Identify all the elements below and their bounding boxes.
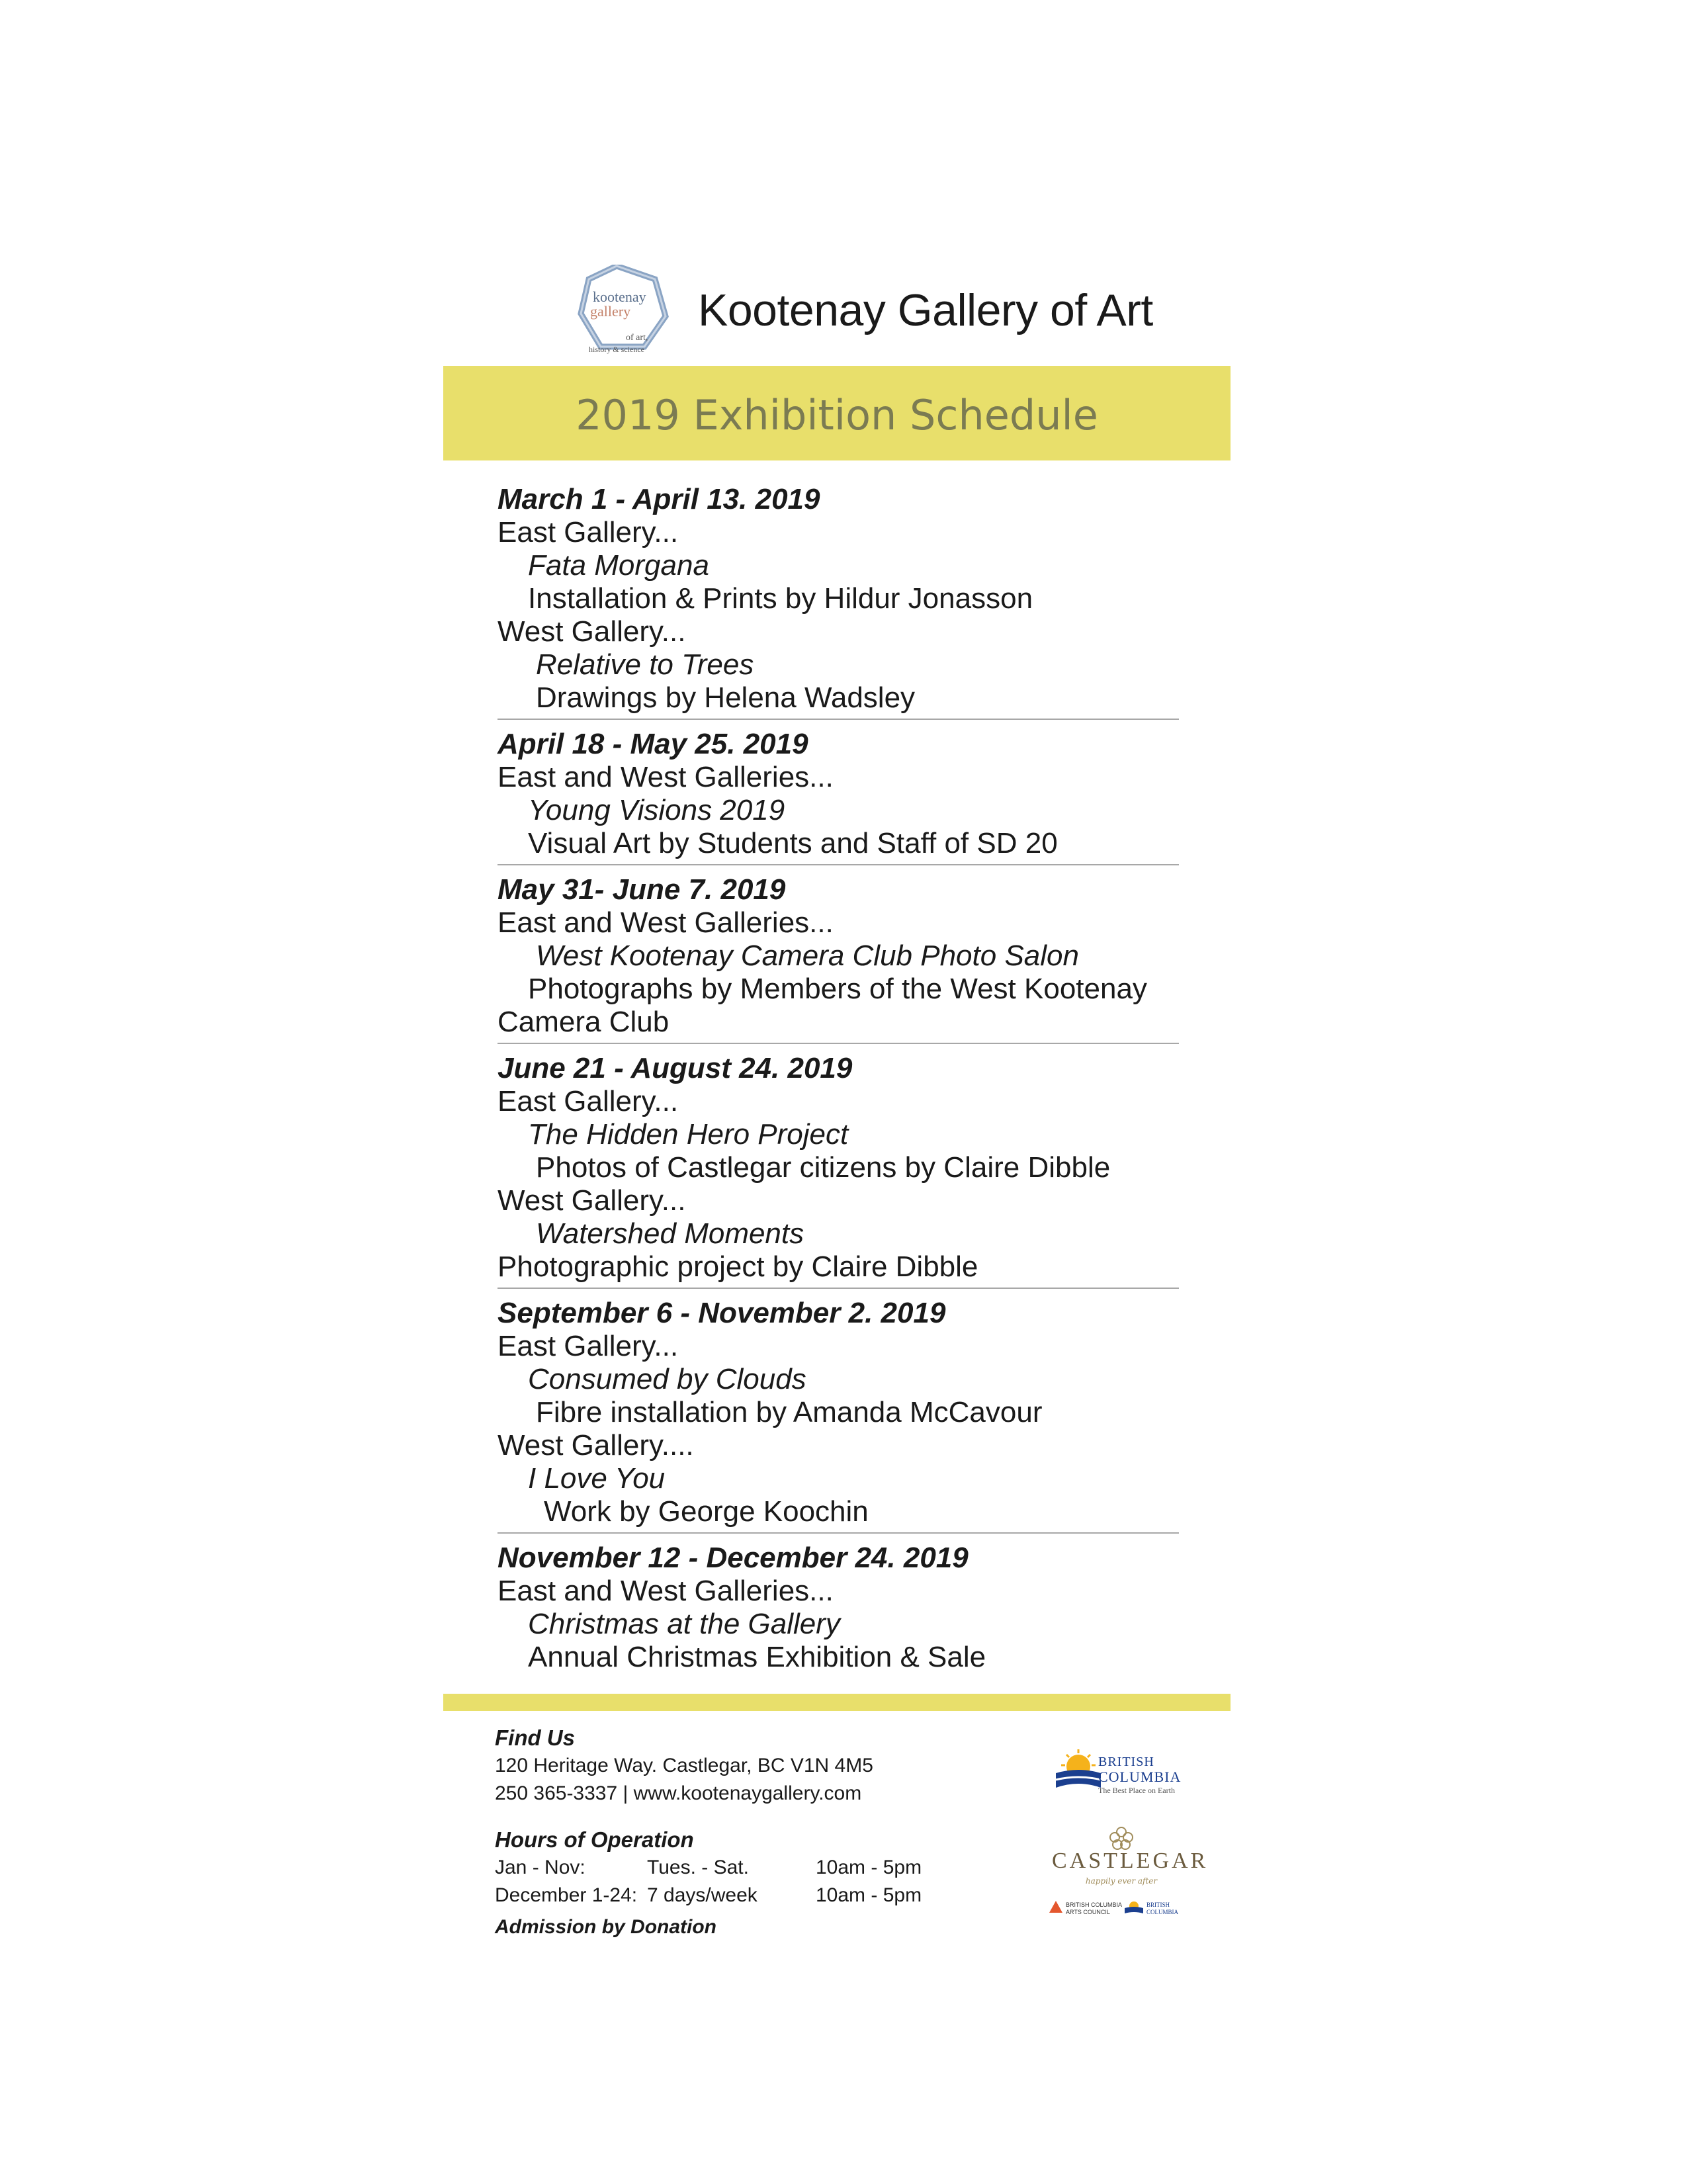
exhibition-title: I Love You <box>528 1462 666 1495</box>
exhibition-detail: Photographic project by Claire Dibble <box>497 1250 978 1283</box>
bc-small-text <box>1146 1901 1178 1916</box>
arts-council-line2: ARTS COUNCIL <box>1066 1909 1110 1915</box>
schedule-banner <box>443 366 1231 460</box>
arts-council-text <box>1066 1901 1122 1916</box>
exhibition-block <box>497 1297 1179 1534</box>
exhibition-title: Watershed Moments <box>536 1217 804 1250</box>
exhibition-title: Young Visions 2019 <box>528 794 785 826</box>
hours-days: 7 days/week <box>647 1884 757 1906</box>
flower-icon <box>1108 1826 1135 1850</box>
bc-line2: COLUMBIA <box>1098 1769 1182 1785</box>
exhibition-detail: Photos of Castlegar citizens by Claire Dibble <box>536 1151 1111 1184</box>
kootenay-gallery-logo <box>576 265 675 364</box>
exhibition-detail: East and West Galleries... <box>497 761 834 793</box>
exhibition-detail: Photographs by Members of the West Kootenay <box>528 973 1147 1005</box>
exhibition-block <box>497 1052 1179 1289</box>
exhibition-dates: March 1 - April 13. 2019 <box>497 483 820 515</box>
bc-small-icon <box>1124 1900 1144 1915</box>
exhibition-title: West Kootenay Camera Club Photo Salon <box>536 939 1079 972</box>
exhibition-detail: Installation & Prints by Hildur Jonasson <box>528 582 1033 615</box>
exhibition-detail: East and West Galleries... <box>497 906 834 939</box>
find-us-heading: Find Us <box>495 1725 575 1750</box>
bottom-accent-bar <box>443 1694 1231 1711</box>
exhibition-detail: East and West Galleries... <box>497 1575 834 1607</box>
exhibition-dates: May 31- June 7. 2019 <box>497 873 786 906</box>
exhibition-title: Relative to Trees <box>536 648 754 681</box>
arts-council-line1: BRITISH COLUMBIA <box>1066 1901 1123 1908</box>
footer-info <box>495 1724 1037 1941</box>
exhibition-block <box>497 483 1179 720</box>
admission-note: Admission by Donation <box>495 1916 717 1938</box>
logo-word-kootenay: kootenay <box>593 288 646 305</box>
hours-row <box>495 1882 1037 1909</box>
banner-title: 2019 Exhibition Schedule <box>576 391 1098 439</box>
logo-word-gallery: gallery <box>590 303 631 320</box>
exhibition-detail: Annual Christmas Exhibition & Sale <box>528 1641 986 1673</box>
exhibition-block <box>497 728 1179 865</box>
hours-time: 10am - 5pm <box>816 1856 922 1878</box>
gallery-title: Kootenay Gallery of Art <box>698 285 1153 335</box>
exhibition-detail: West Gallery.... <box>497 1429 694 1462</box>
bc-small-line2: COLUMBIA <box>1146 1909 1179 1915</box>
logo-word-history-science: history & science <box>589 345 644 354</box>
exhibition-detail: West Gallery... <box>497 615 686 648</box>
exhibition-detail: West Gallery... <box>497 1184 686 1217</box>
castlegar-logo <box>1052 1826 1209 1892</box>
bc-small-line1: BRITISH <box>1146 1901 1170 1908</box>
bc-tagline: The Best Place on Earth <box>1098 1786 1175 1795</box>
hours-time: 10am - 5pm <box>816 1884 922 1906</box>
exhibition-dates: April 18 - May 25. 2019 <box>497 728 808 760</box>
hours-row <box>495 1854 1037 1882</box>
exhibition-title: Christmas at the Gallery <box>528 1608 840 1640</box>
arts-council-icon <box>1049 1900 1063 1915</box>
castlegar-tagline: happily ever after <box>1085 1876 1158 1886</box>
hours-period: Jan - Nov: <box>495 1856 585 1878</box>
exhibition-title: Fata Morgana <box>528 549 709 582</box>
exhibition-detail: East Gallery... <box>497 1330 679 1362</box>
arts-council-logos <box>1049 1899 1191 1925</box>
exhibition-detail: Drawings by Helena Wadsley <box>536 681 916 714</box>
bc-logo-text <box>1098 1755 1181 1796</box>
exhibition-block <box>497 1542 1179 1678</box>
exhibition-detail: Fibre installation by Amanda McCavour <box>536 1396 1043 1428</box>
hours-heading: Hours of Operation <box>495 1827 694 1852</box>
exhibition-dates: June 21 - August 24. 2019 <box>497 1052 853 1084</box>
hours-period: December 1-24: <box>495 1884 638 1906</box>
castlegar-name: CASTLEGAR <box>1052 1849 1209 1873</box>
hours-days: Tues. - Sat. <box>647 1856 749 1878</box>
exhibition-detail: Camera Club <box>497 1006 670 1038</box>
exhibition-detail: Work by George Koochin <box>544 1495 869 1528</box>
logo-word-of-art: of art, <box>626 333 648 343</box>
exhibition-schedule <box>497 483 1179 1686</box>
exhibition-title: Consumed by Clouds <box>528 1363 806 1395</box>
exhibition-detail: East Gallery... <box>497 516 679 548</box>
exhibition-detail: East Gallery... <box>497 1085 679 1117</box>
exhibition-title: The Hidden Hero Project <box>528 1118 849 1151</box>
contact-line: 250 365-3337 | www.kootenaygallery.com <box>495 1782 862 1804</box>
exhibition-dates: September 6 - November 2. 2019 <box>497 1297 946 1329</box>
address: 120 Heritage Way. Castlegar, BC V1N 4M5 <box>495 1755 873 1776</box>
exhibition-block <box>497 873 1179 1044</box>
exhibition-detail: Visual Art by Students and Staff of SD 20 <box>528 827 1058 859</box>
exhibition-dates: November 12 - December 24. 2019 <box>497 1542 969 1574</box>
bc-line1: BRITISH <box>1098 1755 1154 1769</box>
